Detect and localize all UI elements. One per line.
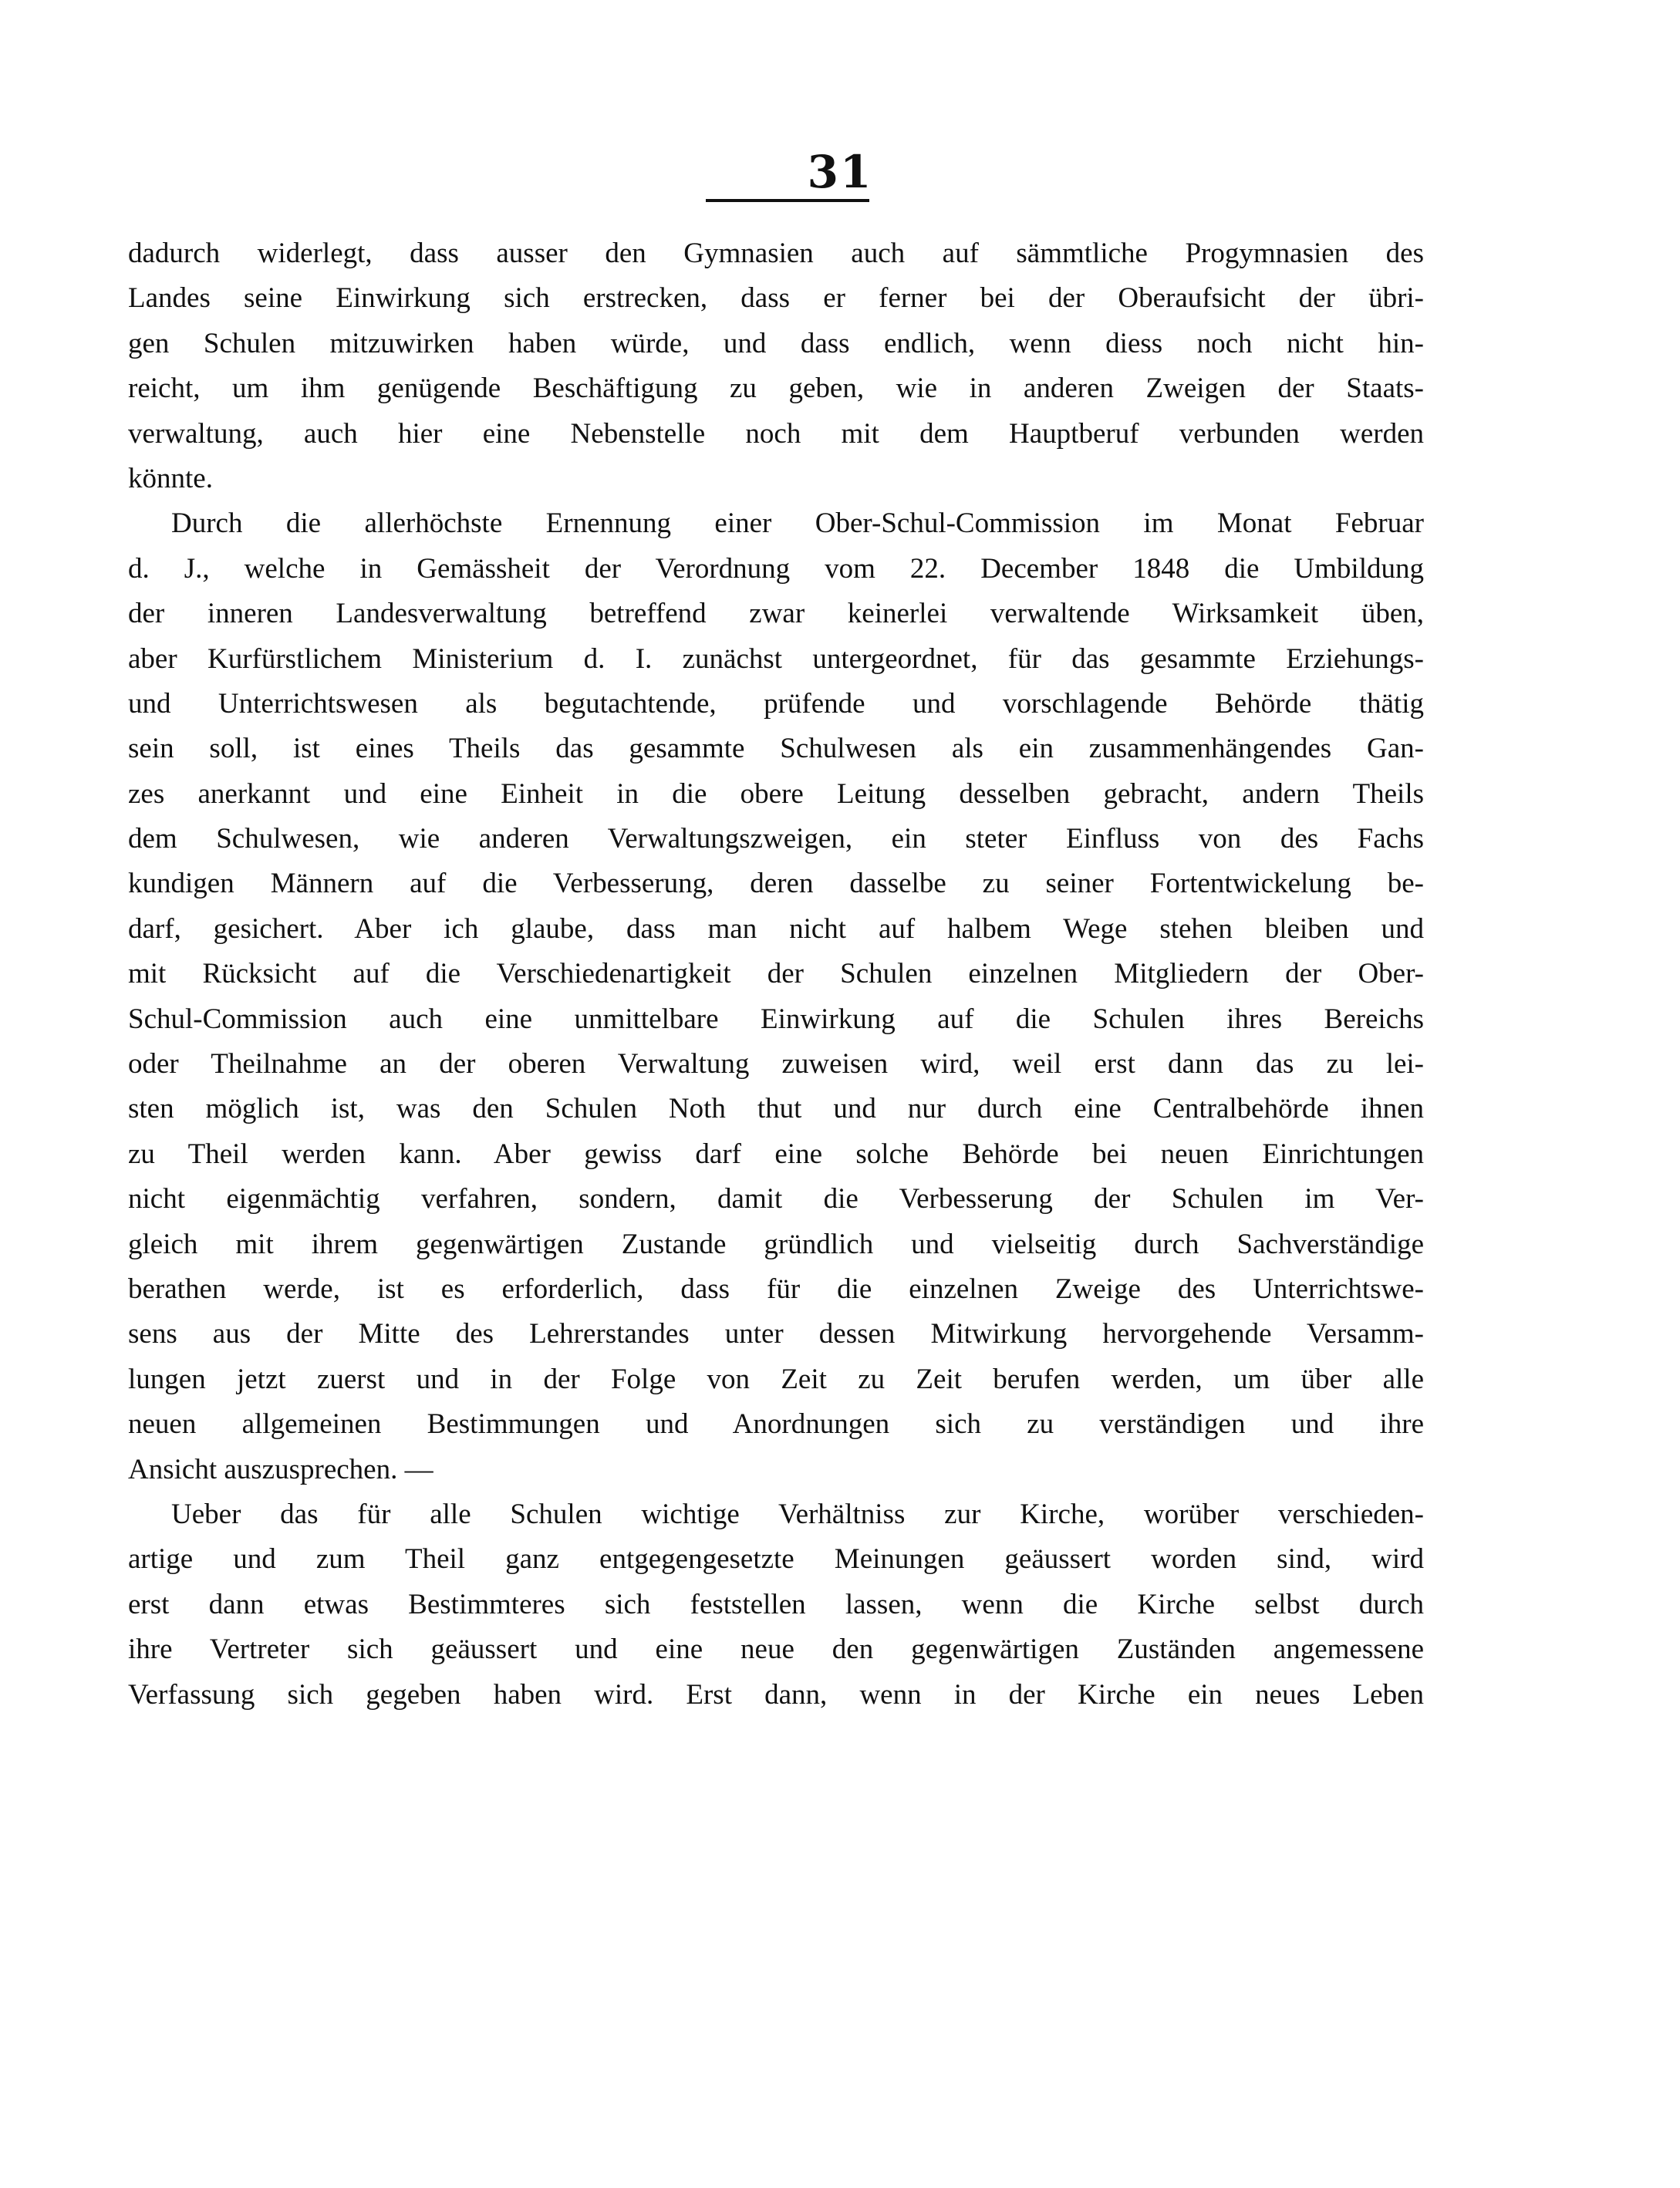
text-line: Landes seine Einwirkung sich erstrecken, dass er ferner bei der Oberaufsicht der übri- bbox=[128, 282, 1424, 315]
text-line: Ansicht auszusprechen. — bbox=[128, 1453, 433, 1485]
text-line: artige und zum Theil ganz entgegengesetzte Meinungen geäussert worden sind, wird bbox=[128, 1543, 1424, 1576]
text-line: zes anerkannt und eine Einheit in die obere Leitung desselben gebracht, andern Theils bbox=[128, 777, 1424, 810]
body-text bbox=[128, 231, 1424, 1718]
text-line: lungen jetzt zuerst und in der Folge von Zeit zu Zeit berufen werden, um über alle bbox=[128, 1363, 1424, 1395]
text-line: Durch die allerhöchste Ernennung einer Ober-Schul-Commission im Monat Februar bbox=[171, 507, 1424, 540]
text-line: gen Schulen mitzuwirken haben würde, und dass endlich, wenn diess noch nicht hin- bbox=[128, 327, 1424, 359]
text-line: reicht, um ihm genügende Beschäftigung zu geben, wie in anderen Zweigen der Staats- bbox=[128, 373, 1424, 405]
text-line: zu Theil werden kann. Aber gewiss darf eine solche Behörde bei neuen Einrichtungen bbox=[128, 1138, 1424, 1170]
text-line: erst dann etwas Bestimmteres sich feststellen lassen, wenn die Kirche selbst durch bbox=[128, 1588, 1424, 1620]
text-line: sten möglich ist, was den Schulen Noth thut und nur durch eine Centralbehörde ihnen bbox=[128, 1093, 1424, 1125]
text-line: d. J., welche in Gemässheit der Verordnung vom 22. December 1848 die Umbildung bbox=[128, 552, 1424, 585]
text-line: verwaltung, auch hier eine Nebenstelle noch mit dem Hauptberuf verbunden werden bbox=[128, 417, 1424, 450]
text-line: dem Schulwesen, wie anderen Verwaltungszweigen, ein steter Einfluss von des Fachs bbox=[128, 823, 1424, 855]
text-line: und Unterrichtswesen als begutachtende, prüfende und vorschlagende Behörde thätig bbox=[128, 687, 1424, 720]
page-number: 31 bbox=[807, 146, 873, 198]
text-line: mit Rücksicht auf die Verschiedenartigkeit der Schulen einzelnen Mitgliedern der Ober- bbox=[128, 958, 1424, 990]
text-line: berathen werde, ist es erforderlich, dass für die einzelnen Zweige des Unterrichtswe- bbox=[128, 1273, 1424, 1305]
text-line: Verfassung sich gegeben haben wird. Erst dann, wenn in der Kirche ein neues Leben bbox=[128, 1678, 1424, 1711]
text-line: könnte. bbox=[128, 462, 213, 494]
text-line: Ueber das für alle Schulen wichtige Verhältniss zur Kirche, worüber verschieden- bbox=[171, 1498, 1424, 1530]
text-line: neuen allgemeinen Bestimmungen und Anordnungen sich zu verständigen und ihre bbox=[128, 1408, 1424, 1441]
text-line: Schul-Commission auch eine unmittelbare Einwirkung auf die Schulen ihres Bereichs bbox=[128, 1003, 1424, 1035]
text-line: der inneren Landesverwaltung betreffend zwar keinerlei verwaltende Wirksamkeit üben, bbox=[128, 598, 1424, 630]
page-number-rule bbox=[706, 199, 869, 202]
text-line: aber Kurfürstlichem Ministerium d. I. zunächst untergeordnet, für das gesammte Erziehungs- bbox=[128, 642, 1424, 675]
text-line: gleich mit ihrem gegenwärtigen Zustande gründlich und vielseitig durch Sachverständige bbox=[128, 1228, 1424, 1260]
text-line: sein soll, ist eines Theils das gesammte Schulwesen als ein zusammenhängendes Gan- bbox=[128, 733, 1424, 765]
text-line: darf, gesichert. Aber ich glaube, dass man nicht auf halbem Wege stehen bleiben und bbox=[128, 912, 1424, 945]
text-line: oder Theilnahme an der oberen Verwaltung zuweisen wird, weil erst dann das zu lei- bbox=[128, 1048, 1424, 1081]
text-line: dadurch widerlegt, dass ausser den Gymnasien auch auf sämmtliche Progymnasien des bbox=[128, 238, 1424, 269]
text-line: nicht eigenmächtig verfahren, sondern, damit die Verbesserung der Schulen im Ver- bbox=[128, 1183, 1424, 1215]
text-line: ihre Vertreter sich geäussert und eine neue den gegenwärtigen Zuständen angemessene bbox=[128, 1633, 1424, 1666]
text-line: kundigen Männern auf die Verbesserung, deren dasselbe zu seiner Fortentwickelung be- bbox=[128, 868, 1424, 900]
text-line: sens aus der Mitte des Lehrerstandes unter dessen Mitwirkung hervorgehende Versamm- bbox=[128, 1318, 1424, 1350]
